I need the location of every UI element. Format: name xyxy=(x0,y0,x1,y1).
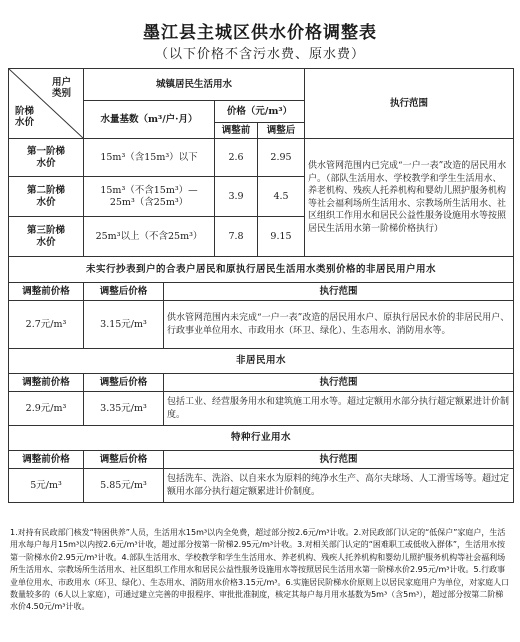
header-row-1 xyxy=(9,69,514,101)
tier-2-volume: 15m³（不含15m³）— 25m³（含25m³） xyxy=(84,177,215,217)
residential-header: 城镇居民生活用水 xyxy=(84,69,305,101)
page-subtitle: （以下价格不含污水费、原水费） xyxy=(154,47,365,62)
scope-header: 执行范围 xyxy=(305,69,514,139)
section-2-data-row xyxy=(9,392,514,426)
tier-1-name: 第一阶梯 水价 xyxy=(9,139,84,177)
tier-3-after: 9.15 xyxy=(258,217,305,257)
section-1-title: 未实行抄表到户的合表户居民和原执行居民生活用水类别价格的非居民用户用水 xyxy=(9,257,514,283)
page-title: 墨江县主城区供水价格调整表 xyxy=(143,23,377,43)
notes-paragraph: 1.对持有民政部门核发“特困供养”人员，生活用水15m³以内全免费，超过部分按2.6元/m³计收。2.对民政部门认定的“低保户”家庭户，生活用水每户每月15m³以内按2.6元/m³计收，超过部分按第一阶梯2.95元/m³计收。3.对相关部门认定的“困难职工或低收入群体”，生活用水按第一阶梯水价2.95元/m³计收。4.部队生活用水、学校教学和学生生活用水、养老机构、残疾人托养机构和婴幼儿照护服务机构等社会福利场所生活用水、宗教场所生活用水、社区组织工作用水和居民公益性服务设施用水等按照居民生活用水第一阶梯水价2.95元/m³计收。5.行政事业单位用水、市政用水（环卫、绿化）、生态用水、消防用水价格3.15元/m³。6.实施居民阶梯水价原则上以居民家庭用户为单位，对家庭人口数量较多的（6人以上家庭），可通过建立完善的申报程序、审批批准制度，核定其每户每月用水基数为5m³（含5m³），超过部分按第二阶梯水价4.50元/m³计收。 xyxy=(10,528,510,612)
section-1-after-label: 调整后价格 xyxy=(84,283,164,301)
section-2-scope-label: 执行范围 xyxy=(164,374,514,392)
user-tier-diagonal-header xyxy=(9,69,84,139)
section-3-scope: 包括洗车、洗浴、以自来水为原料的纯净水生产、高尔夫球场、人工滑雪场等。超过定额用水部分执行超定额累进计价制度。 xyxy=(164,469,514,503)
section-3-scope-label: 执行范围 xyxy=(164,451,514,469)
section-2-title: 非居民用水 xyxy=(9,349,514,374)
tier-label: 阶梯 水价 xyxy=(15,106,35,128)
section-1-after: 3.15元/m³ xyxy=(84,301,164,349)
price-header: 价格（元/m³） xyxy=(215,101,305,123)
tier-2-after: 4.5 xyxy=(258,177,305,217)
section-3-after-label: 调整后价格 xyxy=(84,451,164,469)
tier-3-before: 7.8 xyxy=(215,217,258,257)
tier-3-volume: 25m³以上（不含25m³） xyxy=(84,217,215,257)
after-header: 调整后 xyxy=(258,123,305,139)
tier-3-name: 第三阶梯 水价 xyxy=(9,217,84,257)
section-3-after: 5.85元/m³ xyxy=(84,469,164,503)
section-2-after-label: 调整后价格 xyxy=(84,374,164,392)
section-1-scope: 供水管网范围内未完成“一户一表”改造的居民用水户、原执行居民水价的非居民用户、行政事业单位用水、市政用水（环卫、绿化）、生态用水、消防用水等。 xyxy=(164,301,514,349)
section-3-title: 特种行业用水 xyxy=(9,426,514,451)
section-1-scope-label: 执行范围 xyxy=(164,283,514,301)
price-table xyxy=(8,68,514,503)
section-2-before-label: 调整前价格 xyxy=(9,374,84,392)
tier-2-name: 第二阶梯 水价 xyxy=(9,177,84,217)
section-2-scope: 包括工业、经营服务用水和建筑施工用水等。超过定额用水部分执行超定额累进计价制度。 xyxy=(164,392,514,426)
section-2-after: 3.35元/m³ xyxy=(84,392,164,426)
section-3-title-row xyxy=(9,426,514,451)
base-volume-header: 水量基数（m³/户·月） xyxy=(84,101,215,139)
section-2-before: 2.9元/m³ xyxy=(9,392,84,426)
section-1-data-row xyxy=(9,301,514,349)
section-2-header-row xyxy=(9,374,514,392)
tier-1-volume: 15m³（含15m³）以下 xyxy=(84,139,215,177)
user-type-label: 用户 类别 xyxy=(51,77,71,99)
section-1-title-row xyxy=(9,257,514,283)
tier-2-before: 3.9 xyxy=(215,177,258,217)
section-3-before-label: 调整前价格 xyxy=(9,451,84,469)
section-3-data-row xyxy=(9,469,514,503)
section-1-before-label: 调整前价格 xyxy=(9,283,84,301)
before-header: 调整前 xyxy=(215,123,258,139)
section-3-header-row xyxy=(9,451,514,469)
tier-row-1 xyxy=(9,139,514,177)
section-3-before: 5元/m³ xyxy=(9,469,84,503)
tier-1-after: 2.95 xyxy=(258,139,305,177)
section-1-header-row xyxy=(9,283,514,301)
tier-scope-text: 供水管网范围内已完成“一户一表”改造的居民用水户。（部队生活用水、学校教学和学生生活用水、养老机构、残疾人托养机构和婴幼儿照护服务机构等社会福利场所生活用水、宗教场所生活用水、社区组织工作用水和居民公益性服务设施用水等按照居民生活用水第一阶梯价格执行） xyxy=(305,139,514,257)
tier-1-before: 2.6 xyxy=(215,139,258,177)
section-2-title-row xyxy=(9,349,514,374)
section-1-before: 2.7元/m³ xyxy=(9,301,84,349)
